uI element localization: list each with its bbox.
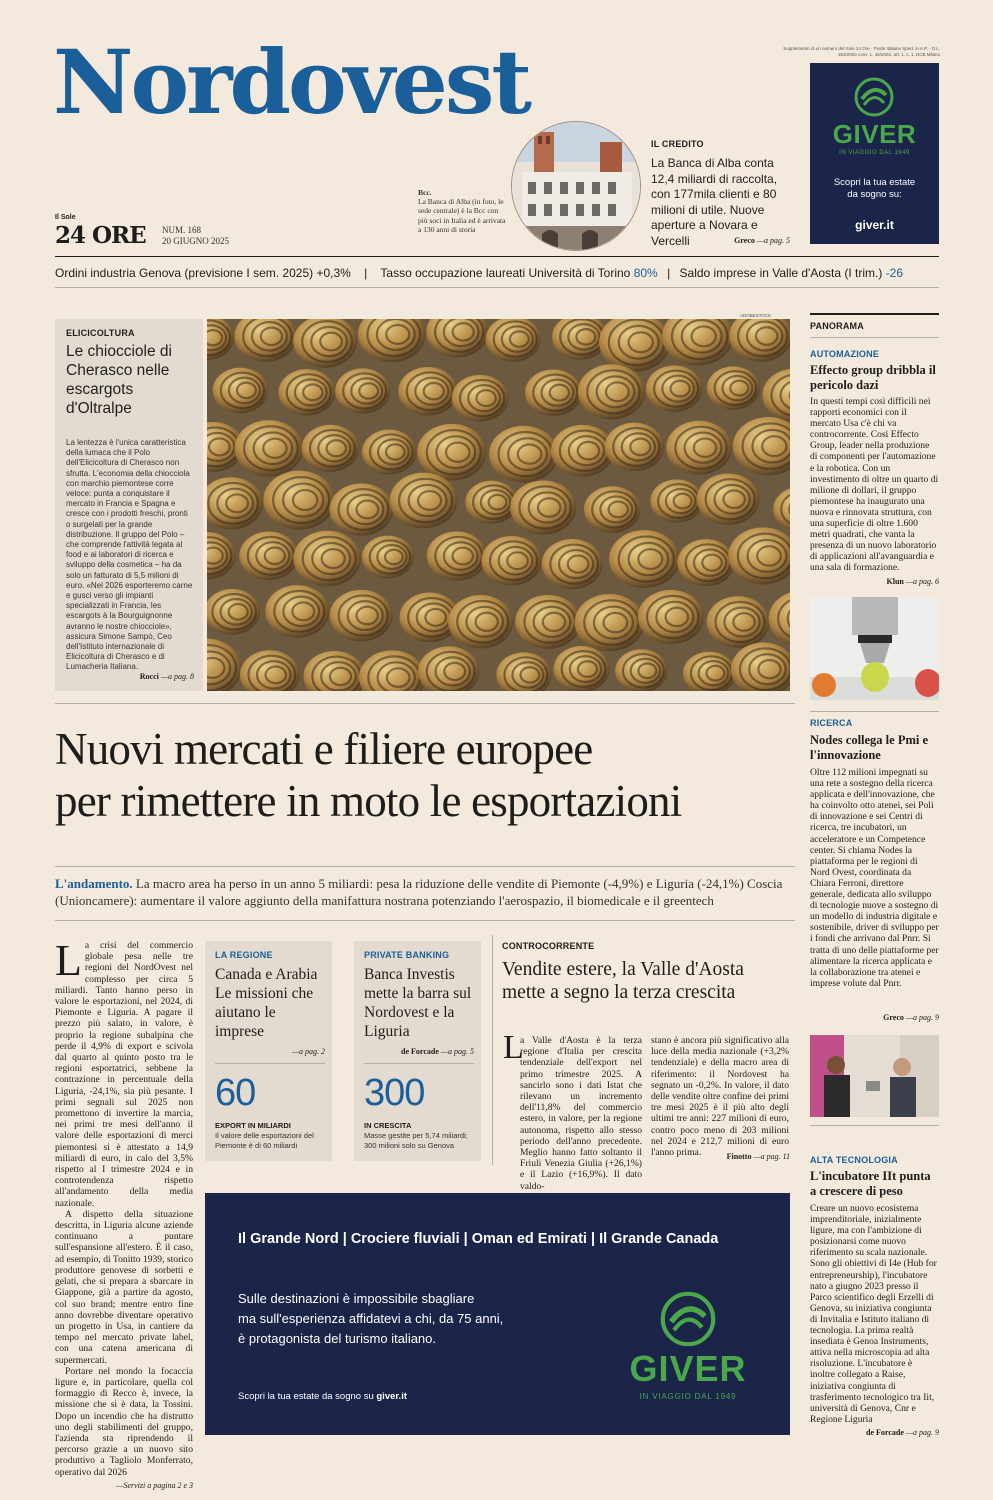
ref-page: —a pag. 5 [756,236,790,245]
ad-cta-text: Scopri la tua estate da sogno su [238,1391,374,1402]
box-ref[interactable]: —a pag. 2 [291,1047,325,1056]
ref-author: Finotto [726,1152,752,1161]
ad-copy-line-3: è protagonista del turismo italiano. [238,1331,437,1346]
giver-logo-icon [854,77,894,117]
publisher-small: Il Sole [55,214,76,221]
ad-copy-line-1: Sulle destinazioni è impossibile sbagliare [238,1291,475,1306]
ticker-item-1-value: +0,3% [316,266,351,280]
ref-page: —a pag. 6 [905,577,939,586]
giver-brand: GIVER [629,1348,747,1389]
standfirst-lead: L'andamento. [55,876,133,891]
ref-author: Greco [734,236,755,245]
headline-top-rule [55,703,795,704]
legal-fineprint: Supplemento di un numero del Sole 24 Ore · Poste Italiane Sped. in A.P. - D.L. 353/2003 conv. L. 46/2004, art. 1, c. 1, DCB Milano [783,46,940,57]
panorama-rule [810,1125,939,1126]
ref-author: Rocci [139,672,159,681]
ref-page: —a pag. 9 [905,1428,939,1437]
headline-line-1: Nuovi mercati e filiere europee [55,724,593,774]
credito-ref[interactable] [690,236,790,245]
bank-building-photo[interactable] [511,121,641,251]
elicicoltura-box[interactable] [55,319,203,691]
panorama-item-3-kicker: ALTA TECNOLOGIA [810,1155,898,1165]
giver-ad-top[interactable] [810,63,939,244]
panorama-item-1-title[interactable]: Effecto group dribbla il pericolo dazi [810,363,936,392]
box-ref[interactable] [364,1047,474,1056]
ref-author: Klun [886,577,904,586]
ticker-separator: | [667,266,671,280]
ticker-bottom-rule [55,287,939,288]
issue-number: NUM. 168 [162,225,202,235]
panorama-top-rule [810,313,939,315]
ref-author: Greco [883,1013,904,1022]
panorama-item-1-body: In questi tempi così difficili nei rapporti economici con il mercato Usa c'è chi va controcorrente. Così Effecto Group, leader nella produzione di componenti per l'automazione e la robotica. Con un investimento di oltre un quarto di milione di dollari, il gruppo piemontese ha inaugurato una nuova e rinnovata struttura, con una superficie di oltre 1.600 metri quadrati, che vanta la presenza di un nuovo laboratorio di applicazioni all'avanguardia e una sala di formazione. [810,396,939,574]
controcorrente-col-1: a Valle d'Aosta è la terza regione d'Italia per crescita tendenziale dell'export nel primo trimestre 2025. A sancirlo sono i dati Istat che rilevano un incremento dell'11,8% del commercio estero, in valore, per la regione autonoma, rispetto allo stesso periodo dell'anno precedente. Meglio hanno fatto soltanto il Friuli Venezia Giulia (+26,1%) e il Lazio (+16,9%). Il dato valdo- [520,1035,642,1192]
lead-body-2: A dispetto della situazione descritta, in Liguria alcune aziende continuano a puntare sull'espansione all'estero. È il caso, ad esempio, di Tonitto 1939, storico produttore genovese di sorbetti e gelati, che si prepara a sbarcare in Giappone, già a partire da agosto, col suo brand; mentre entro fine anno dovrebbe diventare operativo un progetto in Usa, in cantiere da tempo nel mercato private label, con una catena americana di supermercati. [55,1208,193,1366]
ad-cta[interactable] [238,1391,407,1402]
giver-tagline: IN VIAGGIO DAL 1949 [839,150,910,156]
giver-logo-icon [660,1291,716,1347]
panorama-section-title: PANORAMA [810,321,864,331]
ticker-item-1-label: Ordini industria Genova (previsione I sem. 2025) [55,266,314,280]
publisher-logo: 24 ORE [55,222,146,249]
controcorrente-title[interactable]: Vendite estere, la Valle d'Aosta mette a segno la terza crescita [502,959,744,1003]
snails-photo[interactable] [207,319,790,691]
controcorrente-kicker: CONTROCORRENTE [502,941,595,951]
controcorrente-ref[interactable] [690,1152,790,1161]
ref-page: —a pag. 5 [440,1047,474,1056]
panorama-item-2-title[interactable]: Nodes collega le Pmi e l'innovazione [810,733,929,762]
giver-tagline: IN VIAGGIO DAL 1949 [639,1392,737,1401]
ad-destinations: Il Grande Nord | Crociere fluviali | Oman ed Emirati | Il Grande Canada [238,1231,719,1247]
giver-ad-bottom[interactable] [205,1193,790,1435]
standfirst [55,876,795,909]
ref-page: —a pag. 8 [160,672,194,681]
box-private-banking[interactable] [354,941,481,1161]
box-rule [364,1063,474,1064]
robot-gripper-photo[interactable] [810,597,939,700]
lead-body-1: a crisi del commercio globale pesa nelle tre regioni del NordOvest nel complesso per circa 5 miliardi. Tanto hanno perso in valore le esportazioni, nel 2024, di Piemonte e Liguria. A pagare il prezzo più salato, in valore, è proprio la regione subalpina che perde il 4,9% di export e scivola dal quarto al quinto posto tra le regioni esportatrici, sebbene la contrazione in percentuale della Liguria, -24,1%, sia più pesante. I primi segnali sul 2025 non promettono di invertire la marcia, nei primi tre mesi dell'anno il valore delle esportazioni di merci piemontesi si è attestato a 14,9 miliardi di euro, in calo del 3,5% rispetto al I trimestre 2024 e in controtendenza rispetto all'andamento della media nazionale. [55,940,193,1209]
box-title: Canada e Arabia Le missioni che aiutano le imprese [215,966,318,1040]
masthead-title: Nordovest [53,30,530,134]
lead-body-3: Portare nel mondo la focaccia ligure e, in particolare, quella col formaggio di Recco è, invece, la missione che si è data, la Tossini. Dopo un incendio che ha distrutto uno degli stabilimenti del gruppo, l'azienda sta riprendendo il percorso grazie a un nuovo sito produttivo a Tagliolo Monferrato, operativo dal 2026 [55,1365,193,1478]
ticker-top-rule [55,256,939,257]
giver-url[interactable]: giver.it [855,218,894,232]
panorama-item-3-title[interactable]: L'incubatore IIt punta a crescere di peso [810,1169,931,1198]
box-title: Banca Investis mette la barra sul Nordovest e la Liguria [364,966,472,1040]
columns-rule [55,920,795,921]
panorama-item-1-ref[interactable] [810,577,939,586]
elicicoltura-kicker: ELICICOLTURA [66,328,135,338]
box-kicker: PRIVATE BANKING [364,950,450,960]
box-number: 300 [364,1072,425,1114]
box-number-desc: Masse gestite per 5,74 miliardi; 300 milioni solo su Genova [364,1131,468,1150]
photo-caption-text: La Banca di Alba (in foto, le sede centrale) è la Bcc con più soci in Italia ed è arrivata a 130 anni di storia [418,197,506,234]
ad-copy-line-2: ma sull'esperienza affidatevi a chi, da 75 anni, [238,1311,504,1326]
ticker-item-3-value: -26 [885,266,904,280]
elicicoltura-body: La lentezza è l'unica caratteristica della lumaca che il Polo dell'Elicicoltura di Cherasco non sfrutta. L'economia della chiocciola con marchio piemontese corre veloce: punta a conquistare il mercato in Francia e Spagna e cresce con i prodotti freschi, pronti o surgelati per la grande distribuzione. Il gruppo del Polo – che comprende l'attività legata al food e ai laboratori di ricerca e sviluppo della cosmetica – ha da solo un fatturato di 5,5 milioni di euro. «Nel 2026 esporteremo carne e gusci verso gli impianti specializzati in Francia, les escargots à la Bourguignonne avranno le nostre chiocciole», assicura Simone Sampò, Ceo dell'Istituto internazionale di Elicicoltura di Cherasco e di Lumacheria Italiana. [66,438,193,672]
box-number-label: EXPORT IN MILIARDI [215,1121,291,1130]
panorama-item-1-kicker: AUTOMAZIONE [810,349,880,359]
box-number-desc: Il valore delle esportazioni del Piemonte è di 60 miliardi [215,1131,314,1150]
photo-caption-title: Bcc. [418,188,432,197]
panorama-rule [810,711,939,712]
ref-page: —a pag. 9 [905,1013,939,1022]
issue-date: 20 GIUGNO 2025 [162,236,229,246]
panorama-item-3-ref[interactable] [810,1428,939,1437]
ref-author: de Forcade [866,1428,904,1437]
issue-info [162,225,229,247]
ticker-item-2-label: Tasso occupazione laureati Università di Torino [380,266,631,280]
ticker-separator: | [364,266,368,280]
giver-brand: GIVER [832,119,917,149]
elicicoltura-title: Le chiocciole di Cherasco nelle escargots d'Oltralpe [66,343,172,417]
elicicoltura-ref[interactable] [66,672,194,681]
photo-credit: ADOBESTOCK [740,313,772,318]
indicator-ticker [55,266,939,280]
box-number: 60 [215,1072,256,1114]
main-headline[interactable] [55,723,795,827]
credito-kicker: IL CREDITO [651,139,704,149]
ticker-item-3-label: Saldo imprese in Valle d'Aosta (I trim.) [679,266,883,280]
panorama-rule [810,337,939,338]
ticker-item-2-value: 80% [633,266,658,280]
box-rule [215,1063,325,1064]
photo-caption [418,188,506,234]
standfirst-text: La macro area ha perso in un anno 5 miliardi: pesa la riduzione delle vendite di Piemonte (-4,9%) e Liguria (-24,1%) Coscia (Unioncamere): aumentare il valore aggiunto della manifattura nostrana potenziando l'aerospazio, il biomedicale e il greentech [55,876,783,908]
ad-cta-url[interactable]: giver.it [376,1391,407,1402]
lead-dropcap: L [55,936,82,985]
box-la-regione[interactable] [205,941,332,1161]
controcorrente-col-2: stano è ancora più significativo alla luce della media nazionale (+3,2% tendenziale) e della macro area di riferimento: il Nordovest ha segnato un -0,2%. In valore, il dato delle vendite oltre confine dei primi tre mesi 2025 è il più alto degli ultimi tre anni: 227 milioni di euro, contro poco meno di 203 milioni nel 2024 e 212,7 milioni di euro l'anno prima. [651,1035,789,1159]
panorama-item-2-ref[interactable] [810,1013,939,1022]
column-divider [492,935,493,1165]
lead-article[interactable] [55,936,193,1491]
panorama-item-3-body: Creare un nuovo ecosistema imprenditoriale, inizialmente ligure, ma con l'ambizione di posizionarsi come nuovo riferimento su scala nazionale. Sono gli obiettivi di I4e (Hub for entrepreneurship), l'incubatore nato a giugno 2023 presso il Parco scientifico degli Erzelli di Genova, su iniziativa congiunta di Invitalia e Istituto italiano di tecnologia. La prima realtà insediata è Genoa Instruments, attiva nella microscopia ad alta risoluzione. L'incubatore è inoltre collegato a Raise, iniziativa congiunta di trasferimento tecnologico tra Iit, università di Genova, Cnr e Regione Liguria [810,1203,937,1425]
ad-copy [238,1289,568,1349]
giver-cta: Scopri la tua estate da sogno su: [833,177,916,200]
panorama-item-2-body: Oltre 112 milioni impegnati su una rete a sostegno della ricerca applicata e dell'innovazione, che ha coinvolto otto atenei, sei Poli di innovazione e sei Centri di ricerca, tre incubatori, un acceleratore e un Competence center. Si chiama Nodes la piattaforma per le regioni di Nord Ovest, coordinata da Chiara Ferroni, direttore generale, dedicata allo sviluppo di tecnologie nuove a sostegno di un modello di industria digitale e sostenibile, driver di sviluppo per i fondi che arrivano dal Pnrr. Si tratta di uno delle piattaforme per alimentare la ricerca applicata e la collaborazione tra atenei e imprese volute dal Pnrr. [810,767,939,989]
panorama-item-2-kicker: RICERCA [810,718,853,728]
box-number-label: IN CRESCITA [364,1121,412,1130]
standfirst-rule [55,866,795,867]
box-kicker: LA REGIONE [215,950,273,960]
incubator-people-photo[interactable] [810,1035,939,1117]
controcorrente-dropcap: L [503,1029,524,1066]
ref-author: de Forcade [401,1047,439,1056]
headline-line-2: per rimettere in moto le esportazioni [55,776,682,826]
lead-ref[interactable]: —Servizi a pagina 2 e 3 [116,1480,193,1490]
ref-page: —a pag. 11 [753,1152,790,1161]
credito-summary[interactable]: La Banca di Alba conta 12,4 miliardi di raccolta, con 177mila clienti e 80 milioni di utile. Nuove aperture a Novara e Vercelli [651,156,778,248]
